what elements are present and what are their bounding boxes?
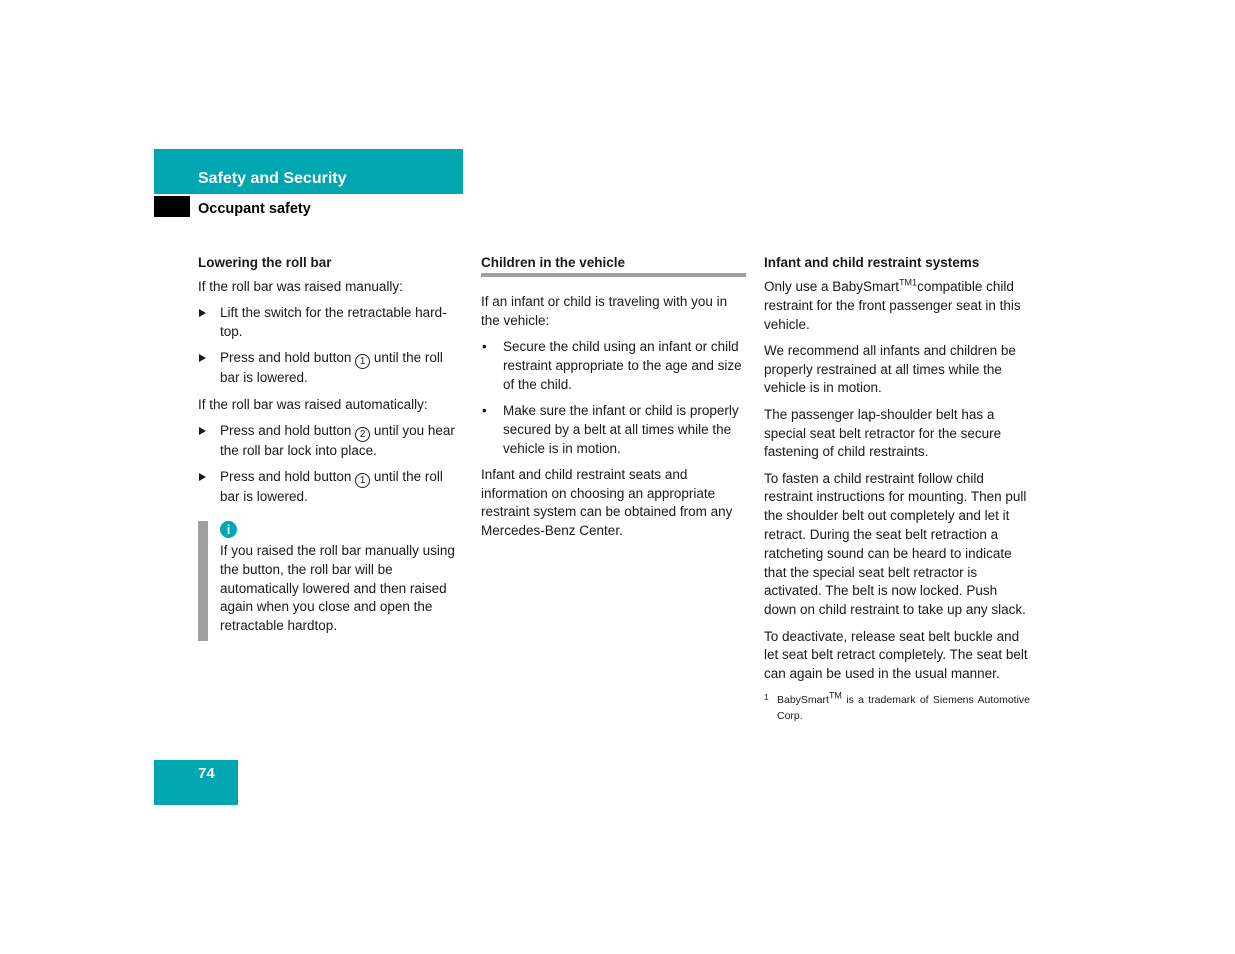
footnote-superscript: TM bbox=[828, 690, 842, 701]
paragraph-babysmart bbox=[764, 278, 1030, 334]
intro-children: If an infant or child is traveling with you in the vehicle: bbox=[481, 294, 728, 328]
heading-children-in-vehicle: Children in the vehicle bbox=[481, 254, 746, 277]
step-arrow-icon bbox=[199, 473, 206, 481]
p1-post: compatible child restraint for the front passenger seat in this vehicle. bbox=[764, 279, 1021, 332]
step-text-pre: Press and hold button bbox=[220, 469, 356, 485]
step-text-pre: Press and hold button bbox=[220, 350, 356, 366]
footnote-pre: BabySmart bbox=[777, 693, 829, 706]
note-side-bar bbox=[198, 521, 208, 641]
bullet-text: Make sure the infant or child is properly secured by a belt at all times while the vehicle is in motion. bbox=[503, 402, 739, 456]
step-item bbox=[198, 349, 464, 388]
footnote bbox=[764, 692, 1030, 724]
info-icon: i bbox=[220, 521, 237, 538]
step-text-pre: Press and hold button bbox=[220, 422, 356, 438]
step-text-post: until you hear the roll bar lock into place. bbox=[220, 422, 455, 458]
step-item bbox=[198, 304, 464, 342]
bullet-dot-icon: • bbox=[482, 402, 487, 418]
button-number-circle: 1 bbox=[355, 473, 370, 488]
restraint-info-paragraph: Infant and child restraint seats and information on choosing an appropriate restraint system can be obtained from any Mercedes-Benz Center. bbox=[481, 466, 733, 539]
paragraph-recommend: We recommend all infants and children be properly restrained at all times while the vehicle is in motion. bbox=[764, 342, 1016, 396]
step-text-post: until the roll bar is lowered. bbox=[220, 350, 443, 386]
intro-manual: If the roll bar was raised manually: bbox=[198, 279, 403, 294]
page-number-box bbox=[154, 760, 238, 805]
bullet-dot-icon: • bbox=[482, 339, 487, 355]
subsection-title: Occupant safety bbox=[198, 201, 311, 217]
subsection-marker bbox=[154, 196, 190, 217]
footnote-post: is a trademark of Siemens Automotive Corp. bbox=[777, 693, 1030, 722]
p1-pre: Only use a BabySmart bbox=[764, 279, 900, 294]
column-restraint-systems bbox=[764, 254, 1030, 724]
list-item bbox=[481, 402, 746, 458]
step-text-post: until the roll bar is lowered. bbox=[220, 469, 443, 505]
paragraph-retractor: The passenger lap-shoulder belt has a special seat belt retractor for the secure fastening of child restraints. bbox=[764, 406, 1002, 460]
paragraph-fasten: To fasten a child restraint follow child restraint instructions for mounting. Then pull the shoulder belt out completely and let it retract. During the seat belt retraction a ratcheting sound can be heard to indicate that the special seat belt retractor is activated. The belt is now locked. Push down on child restraint to take up any slack. bbox=[764, 470, 1027, 618]
p1-superscript: TM1 bbox=[899, 277, 918, 288]
step-text: Lift the switch for the retractable hard-top. bbox=[220, 305, 447, 340]
step-arrow-icon bbox=[199, 354, 206, 362]
step-arrow-icon bbox=[199, 427, 206, 435]
button-number-circle: 1 bbox=[355, 354, 370, 369]
heading-lowering-roll-bar: Lowering the roll bar bbox=[198, 255, 332, 270]
list-item bbox=[481, 338, 746, 394]
bullet-text: Secure the child using an infant or child restraint appropriate to the age and size of the child. bbox=[503, 339, 742, 392]
page-number: 74 bbox=[198, 765, 215, 782]
column-roll-bar bbox=[198, 254, 464, 639]
button-number-circle: 2 bbox=[355, 427, 370, 442]
paragraph-deactivate: To deactivate, release seat belt buckle and let seat belt retract completely. The seat belt can again be used in the usual manner. bbox=[764, 628, 1028, 682]
section-title: Safety and Security bbox=[198, 170, 347, 187]
column-children bbox=[481, 254, 746, 549]
footnote-number: 1 bbox=[764, 691, 769, 702]
step-item bbox=[198, 422, 464, 461]
intro-auto: If the roll bar was raised automatically: bbox=[198, 396, 428, 412]
step-arrow-icon bbox=[199, 309, 206, 317]
heading-restraint-systems: Infant and child restraint systems bbox=[764, 255, 980, 270]
info-note bbox=[198, 521, 464, 639]
step-item bbox=[198, 468, 464, 507]
note-text: If you raised the roll bar manually using the button, the roll bar will be automatically lowered and then raised again when you close and open the retractable hardtop. bbox=[220, 543, 455, 634]
